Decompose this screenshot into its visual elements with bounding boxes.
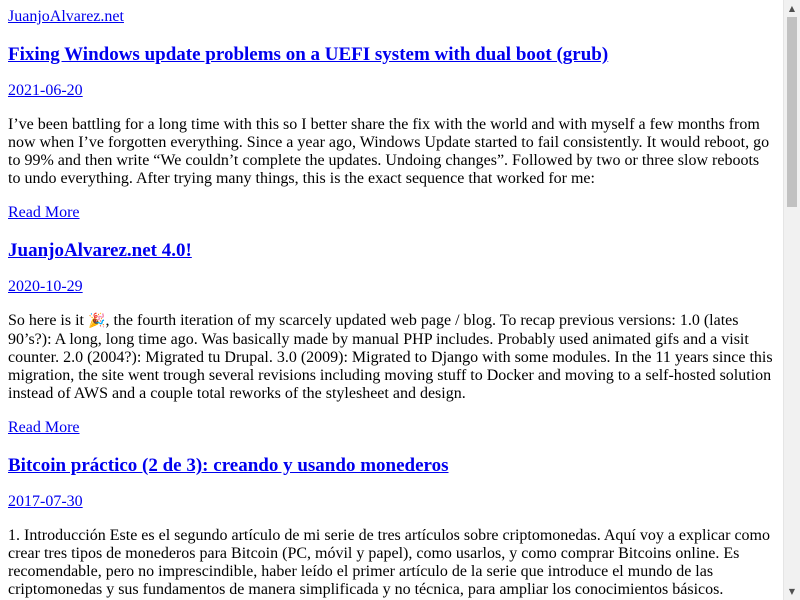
read-more-link[interactable]: Read More bbox=[8, 204, 80, 221]
scroll-down-arrow-icon[interactable]: ▼ bbox=[788, 587, 796, 596]
post-excerpt: I’ve been battling for a long time with this so I better share the fix with the world and with myself a few months from now when I’ve forgotten everything. Since a year ago, Windows Update started to fail consistently. It would reboot, go to 99% and then write “We couldn’t complete the updates. Undoing changes”. Followed by two or three slow reboots to undo everything. After trying many things, this is the exact sequence that worked for me: bbox=[8, 116, 770, 187]
scroll-up-arrow-icon[interactable]: ▲ bbox=[788, 4, 796, 13]
post-title-heading bbox=[8, 240, 775, 262]
post-title-link[interactable]: JuanjoAlvarez.net 4.0! bbox=[8, 240, 192, 261]
vertical-scrollbar[interactable] bbox=[783, 0, 800, 600]
site-title-link[interactable]: JuanjoAlvarez.net bbox=[8, 8, 124, 25]
post-title-heading bbox=[8, 44, 775, 66]
post-article bbox=[8, 44, 775, 222]
post-excerpt-rest: , the fourth iteration of my scarcely updated web page / blog. To recap previous versions: 1.0 (lates 90’s?): A long, long time ago. Was basically made by manual PHP includes. Probably used animated gifs and a visit counter. 2.0 (2004?): Migrated tu Drupal. 3.0 (2009): Migrated to Django with some modules. In the 11 years since this migration, the site went trough several revisions including moving stuff to Docker and moving to a self-hosted solution instead of AWS and a couple total reworks of the stylesheet and design. bbox=[8, 312, 773, 402]
post-date-link[interactable]: 2017-07-30 bbox=[8, 493, 83, 510]
post-title-link[interactable]: Fixing Windows update problems on a UEFI system with dual boot (grub) bbox=[8, 44, 609, 65]
post-date-link[interactable]: 2020-10-29 bbox=[8, 278, 83, 295]
post-excerpt-start: So here is it bbox=[8, 312, 88, 329]
post-article bbox=[8, 455, 775, 599]
post-excerpt: 1. Introducción Este es el segundo artículo de mi serie de tres artículos sobre criptomonedas. Aquí voy a explicar como crear tres tipos de monederos para Bitcoin (PC, móvil y papel), como usarlos, y como comprar Bitcoins online. Es recomendable, pero no imprescindible, haber leído el primer artículo de la serie que introduce el mundo de las criptomonedas y sus fundamentos de manera simplificada y no técnica, para ampliar los conocimientos básicos. bbox=[8, 527, 770, 598]
scrollbar-thumb[interactable] bbox=[787, 17, 797, 207]
post-excerpt bbox=[8, 312, 775, 403]
post-title-heading bbox=[8, 455, 775, 477]
post-article bbox=[8, 240, 775, 437]
party-popper-icon: 🎉 bbox=[88, 314, 106, 329]
read-more-link[interactable]: Read More bbox=[8, 419, 80, 436]
post-date-link[interactable]: 2021-06-20 bbox=[8, 82, 83, 99]
post-title-link[interactable]: Bitcoin práctico (2 de 3): creando y usando monederos bbox=[8, 455, 449, 476]
